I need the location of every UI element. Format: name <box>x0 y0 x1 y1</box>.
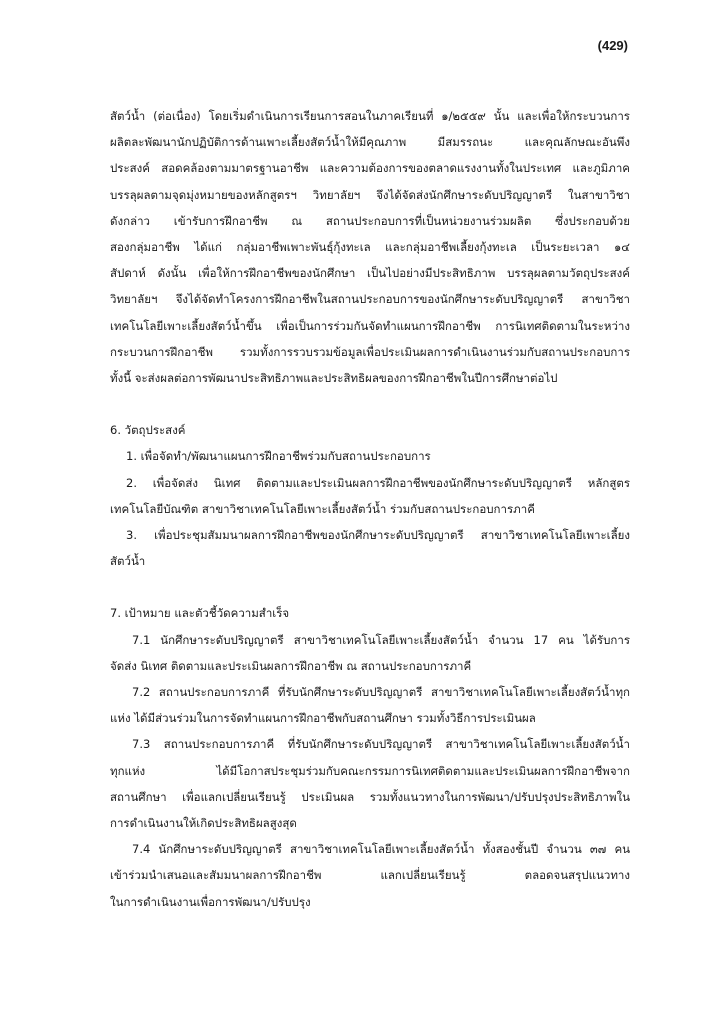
text-line: วิทยาลัยฯ จึงได้จัดทำโครงการฝึกอาชีพในสถานประกอบการของนักศึกษาระดับปริญญาตรี สาขาวิชา <box>110 292 630 307</box>
target-item-continued: เข้าร่วมนำเสนอและสัมมนาผลการฝึกอาชีพ แลกเปลี่ยนเรียนรู้ ตลอดจนสรุปแนวทาง <box>110 868 630 883</box>
target-item: 7.4 นักศึกษาระดับปริญญาตรี สาขาวิชาเทคโนโลยีเพาะเลี้ยงสัตว์น้ำ ทั้งสองชั้นปี จำนวน ๓๗ คน <box>132 842 630 857</box>
target-item-continued: ในการดำเนินงานเพื่อการพัฒนา/ปรับปรุง <box>110 894 311 909</box>
text-line: เทคโนโลยีเพาะเลี้ยงสัตว์น้ำขึ้น เพื่อเป็นการร่วมกันจัดทำแผนการฝึกอาชีพ การนิเทศติดตามในระหว่าง <box>110 318 630 333</box>
objective-item: 3. เพื่อประชุมสัมมนาผลการฝึกอาชีพของนักศึกษาระดับปริญญาตรี สาขาวิชาเทคโนโลยีเพาะเลี้ยง <box>126 528 630 543</box>
text-line: บรรลุผลตามจุดมุ่งหมายของหลักสูตรฯ วิทยาลัยฯ จึงได้จัดส่งนักศึกษาระดับปริญญาตรี ในสาขาวิชา <box>110 187 630 202</box>
target-item: 7.3 สถานประกอบการภาคี ที่รับนักศึกษาระดับปริญญาตรี สาขาวิชาเทคโนโลยีเพาะเลี้ยงสัตว์น้ำ <box>132 737 630 752</box>
objective-item-continued: เทคโนโลยีบัณฑิต สาขาวิชาเทคโนโลยีเพาะเลี้ยงสัตว์น้ำ ร่วมกับสถานประกอบการภาคี <box>110 501 535 516</box>
target-item-continued: สถานศึกษา เพื่อแลกเปลี่ยนเรียนรู้ ประเมินผล รวมทั้งแนวทางในการพัฒนา/ปรับปรุงประสิทธิภาพใน <box>110 789 630 804</box>
text-line: ผลิตละพัฒนานักปฏิบัติการด้านเพาะเลี้ยงสัตว์น้ำให้มีคุณภาพ มีสมรรถนะ และคุณลักษณะอันพึง <box>110 135 630 150</box>
intro-paragraph <box>110 103 630 391</box>
text-line: สัปดาห์ ดังนั้น เพื่อให้การฝึกอาชีพของนักศึกษา เป็นไปอย่างมีประสิทธิภาพ บรรลุผลตามวัตถุประสงค์ <box>110 266 630 281</box>
target-item-continued: แห่ง ได้มีส่วนร่วมในการจัดทำแผนการฝึกอาชีพกับสถานศึกษา รวมทั้งวิธีการประเมินผล <box>110 711 536 726</box>
target-item-continued: จัดส่ง นิเทศ ติดตามและประเมินผลการฝึกอาชีพ ณ สถานประกอบการภาคี <box>110 658 472 673</box>
document-body <box>110 103 630 915</box>
text-line: สัตว์น้ำ (ต่อเนื่อง) โดยเริ่มดำเนินการเรียนการสอนในภาคเรียนที่ ๑/๒๕๕๙ นั้น และเพื่อให้กระบวนการ <box>110 109 630 123</box>
text-line: ดังกล่าว เข้ารับการฝึกอาชีพ ณ สถานประกอบการที่เป็นหน่วยงานร่วมผลิต ซึ่งประกอบด้วย <box>110 213 630 228</box>
objective-item: 2. เพื่อจัดส่ง นิเทศ ติดตามและประเมินผลการฝึกอาชีพของนักศึกษาระดับปริญญาตรี หลักสูตร <box>126 475 630 490</box>
target-item-continued: การดำเนินงานให้เกิดประสิทธิผลสูงสุด <box>110 816 297 831</box>
page-number: (429) <box>597 38 628 53</box>
section-heading: 6. วัตถุประสงค์ <box>110 423 186 438</box>
text-line: กระบวนการฝึกอาชีพ รวมทั้งการรวบรวมข้อมูลเพื่อประเมินผลการดำเนินงานร่วมกับสถานประกอบการ <box>110 344 630 359</box>
section-objectives <box>110 417 630 574</box>
target-item-continued: ทุกแห่ง ได้มีโอกาสประชุมร่วมกับคณะกรรมการนิเทศติดตามและประเมินผลการฝึกอาชีพจาก <box>110 763 630 778</box>
target-item: 7.1 นักศึกษาระดับปริญญาตรี สาขาวิชาเทคโนโลยีเพาะเลี้ยงสัตว์น้ำ จำนวน 17 คน ได้รับการ <box>132 632 630 647</box>
text-line: ประสงค์ สอดคล้องตามมาตรฐานอาชีพ และความต้องการของตลาดแรงงานทั้งในประเทศ และภูมิภาค <box>110 161 630 176</box>
target-item: 7.2 สถานประกอบการภาคี ที่รับนักศึกษาระดับปริญญาตรี สาขาวิชาเทคโนโลยีเพาะเลี้ยงสัตว์น้ำทุก <box>132 685 630 700</box>
objective-item: 1. เพื่อจัดทำ/พัฒนาแผนการฝึกอาชีพร่วมกับสถานประกอบการ <box>126 449 431 464</box>
text-line: สองกลุ่มอาชีพ ได้แก่ กลุ่มอาชีพเพาะพันธุ์กุ้งทะเล และกลุ่มอาชีพเลี้ยงกุ้งทะเล เป็นระยะเวลา ๑๔ <box>110 240 630 255</box>
text-line: ทั้งนี้ จะส่งผลต่อการพัฒนาประสิทธิภาพและประสิทธิผลของการฝึกอาชีพในปีการศึกษาต่อไป <box>110 371 558 386</box>
section-targets <box>110 600 630 914</box>
objective-item-continued: สัตว์น้ำ <box>110 554 146 569</box>
section-heading: 7. เป้าหมาย และตัวชี้วัดความสำเร็จ <box>110 606 290 621</box>
